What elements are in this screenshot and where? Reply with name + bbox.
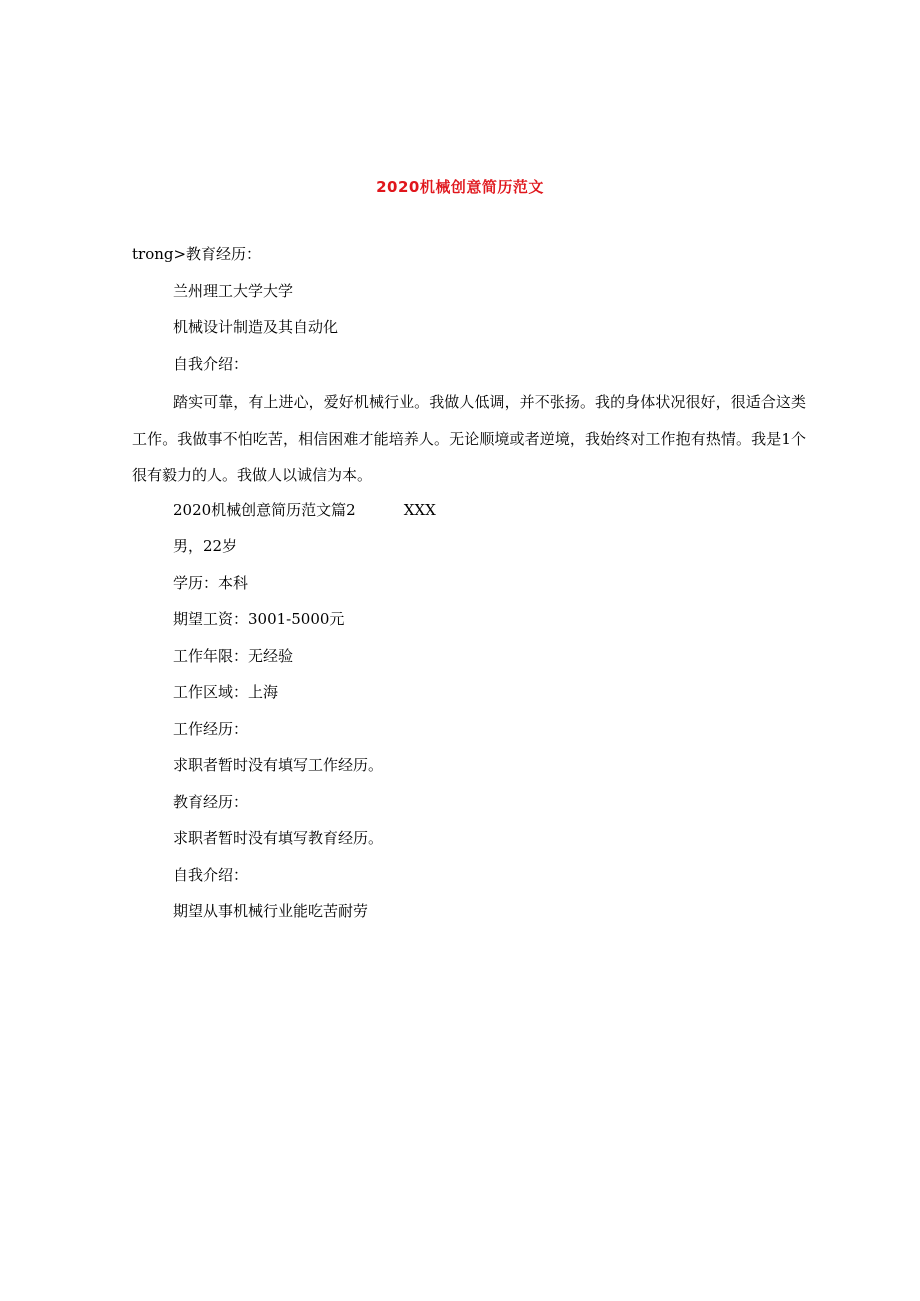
education-heading: trong>教育经历： [132, 245, 262, 263]
work-area: 工作区域：上海 [173, 683, 279, 701]
expected-salary: 期望工资：3001-5000元 [173, 610, 345, 628]
sample2-title: 2020机械创意简历范文篇2 [173, 500, 356, 519]
self-intro-heading: 自我介绍： [173, 354, 249, 373]
document-body [132, 238, 806, 932]
self-intro-text-2: 期望从事机械行业能吃苦耐劳 [173, 902, 369, 920]
work-years: 工作年限：无经验 [173, 646, 294, 665]
document-title: 2020机械创意简历范文 [376, 178, 544, 196]
major-name: 机械设计制造及其自动化 [173, 318, 339, 336]
work-experience-heading: 工作经历： [173, 719, 249, 738]
education-level: 学历：本科 [173, 573, 249, 592]
education-text: 求职者暂时没有填写教育经历。 [173, 829, 384, 847]
self-intro-paragraph: 踏实可靠，有上进心，爱好机械行业。我做人低调，并不张扬。我的身体状况很好，很适合这类工作。我做事不怕吃苦，相信困难才能培养人。无论顺境或者逆境，我始终对工作抱有热情。我是1个很有毅力的人。我做人以诚信为本。 [132, 393, 806, 484]
gender-age: 男，22岁 [173, 537, 238, 555]
sample2-header [132, 494, 806, 531]
work-experience-text: 求职者暂时没有填写工作经历。 [173, 756, 384, 774]
education-heading-2: 教育经历： [173, 792, 249, 811]
sample2-name: XXX [403, 500, 436, 519]
self-intro-heading-2: 自我介绍： [173, 865, 249, 884]
school-name: 兰州理工大学大学 [173, 281, 294, 300]
